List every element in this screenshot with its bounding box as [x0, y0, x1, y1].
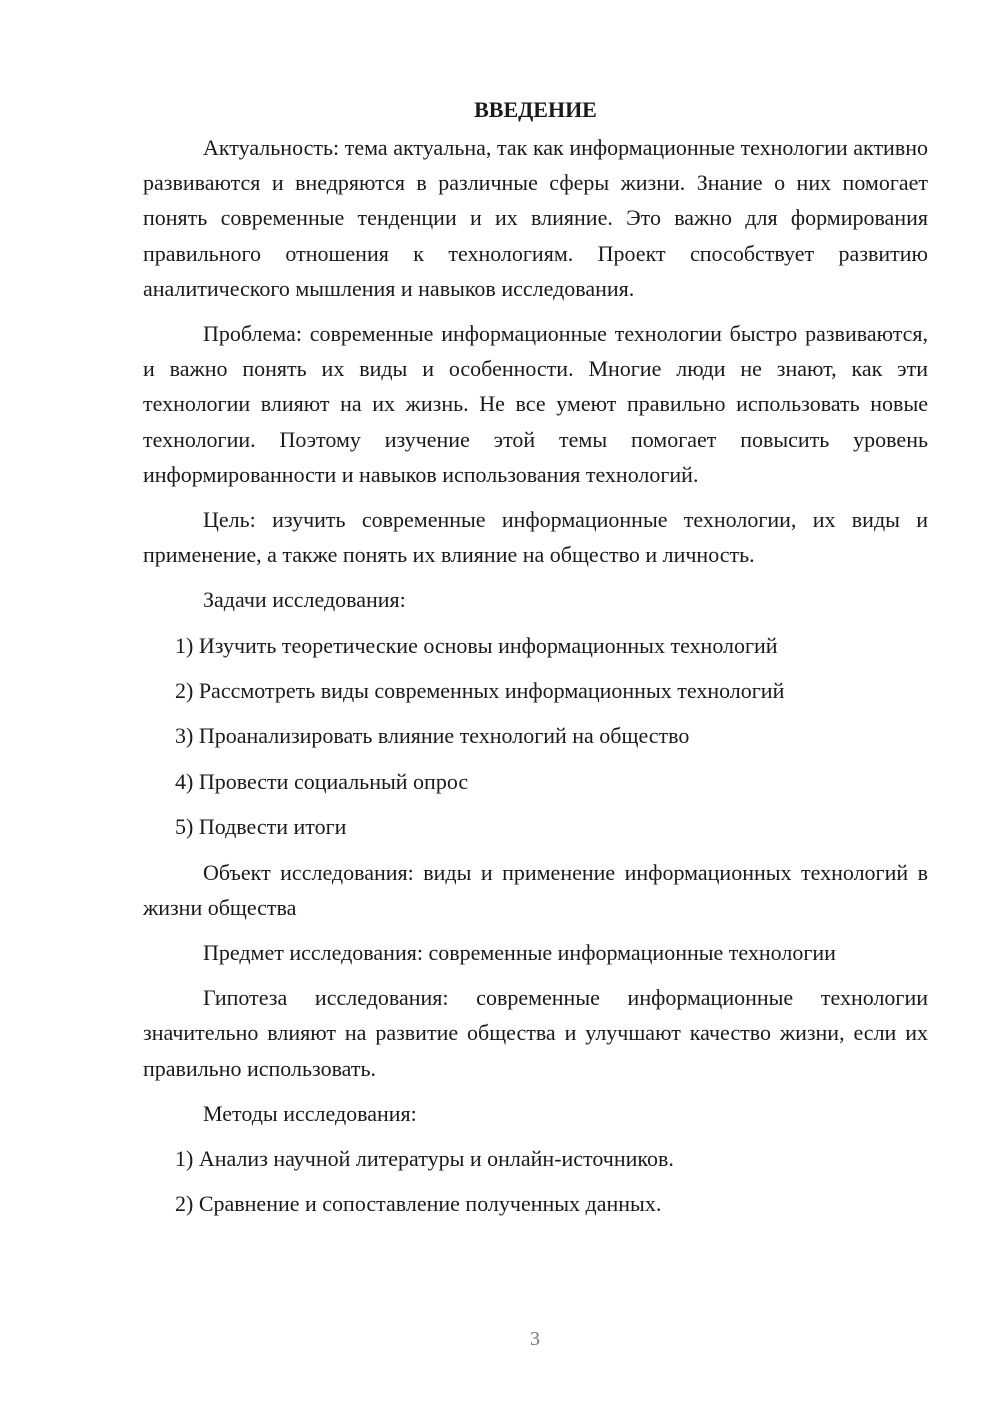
- document-title: ВВЕДЕНИЕ: [474, 97, 597, 122]
- goal-paragraph: Цель: изучить современные информационные технологии, их виды и применение, а также понять их влияние на общество и личность.: [143, 507, 928, 568]
- task-item-3: 3) Проанализировать влияние технологий на общество: [175, 723, 690, 749]
- task-item-2: 2) Рассмотреть виды современных информационных технологий: [175, 678, 785, 704]
- tasks-list: [143, 628, 928, 845]
- document-page: [143, 92, 928, 1232]
- task-item-1: 1) Изучить теоретические основы информационных технологий: [175, 632, 778, 658]
- task-item-5: 5) Подвести итоги: [175, 814, 347, 840]
- methods-heading: Методы исследования:: [203, 1100, 417, 1126]
- actuality-paragraph: Актуальность: тема актуальна, так как информационные технологии активно развиваются и внедряются в различные сферы жизни. Знание о них помогает понять современные тенденции и их влияние. Это важно для формирования правильного отношения к технологиям. Проект способствует развитию аналитического мышления и навыков исследования.: [143, 135, 928, 301]
- task-item-4: 4) Провести социальный опрос: [175, 768, 469, 794]
- problem-paragraph: Проблема: современные информационные технологии быстро развиваются, и важно понять их виды и особенности. Многие люди не знают, как эти технологии влияют на их жизнь. Не все умеют правильно использовать новые технологии. Поэтому изучение этой темы помогает повысить уровень информированности и навыков использования технологий.: [143, 321, 928, 487]
- hypothesis-paragraph: Гипотеза исследования: современные информационные технологии значительно влияют на развитие общества и улучшают качество жизни, если их правильно использовать.: [143, 985, 928, 1081]
- subject-paragraph: Предмет исследования: современные информационные технологии: [203, 940, 836, 965]
- methods-list: [143, 1141, 928, 1222]
- method-item-1: 1) Анализ научной литературы и онлайн-источников.: [175, 1146, 674, 1172]
- tasks-heading: Задачи исследования:: [203, 587, 406, 613]
- page-number: 3: [530, 1328, 540, 1350]
- object-paragraph: Объект исследования: виды и применение информационных технологий в жизни общества: [143, 859, 928, 920]
- method-item-2: 2) Сравнение и сопоставление полученных данных.: [175, 1191, 662, 1217]
